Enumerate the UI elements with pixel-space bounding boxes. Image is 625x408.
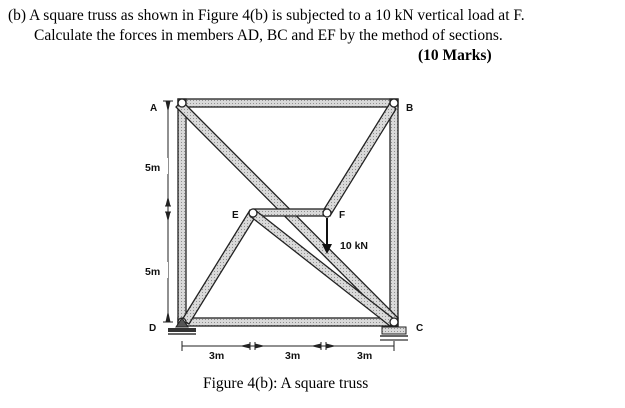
member-AD bbox=[178, 99, 186, 326]
horizontal-dim-3: 3m bbox=[357, 350, 373, 362]
member-BC bbox=[390, 99, 398, 326]
node-label-F: F bbox=[339, 210, 346, 221]
member-DC bbox=[178, 318, 398, 326]
member-DE bbox=[182, 210, 257, 324]
node-label-C: C bbox=[416, 323, 424, 334]
member-BF bbox=[323, 103, 396, 216]
node-label-E: E bbox=[232, 210, 239, 221]
roller-support-C bbox=[380, 327, 408, 340]
node-label-D: D bbox=[149, 323, 157, 334]
joint-B bbox=[390, 99, 398, 107]
internal-members bbox=[176, 101, 398, 326]
vertical-dim-upper: 5m bbox=[145, 162, 161, 174]
joint-F bbox=[323, 209, 331, 217]
horizontal-dim-2: 3m bbox=[285, 350, 301, 362]
vertical-dimension-line bbox=[163, 101, 173, 322]
horizontal-dim-1: 3m bbox=[209, 350, 225, 362]
vertical-dim-lower: 5m bbox=[145, 266, 161, 278]
joint-E bbox=[249, 209, 257, 217]
question-line-1: (b) A square truss as shown in Figure 4(b) is subjected to a 10 kN vertical load at F. bbox=[8, 7, 525, 24]
member-AB bbox=[178, 99, 398, 107]
figure-caption: Figure 4(b): A square truss bbox=[203, 375, 369, 392]
load-label: 10 kN bbox=[340, 240, 369, 252]
joint-C bbox=[390, 318, 398, 326]
marks-label: (10 Marks) bbox=[418, 47, 492, 64]
member-EC bbox=[250, 210, 395, 326]
member-EF bbox=[253, 209, 327, 216]
node-label-B: B bbox=[406, 103, 414, 114]
joint-A bbox=[178, 99, 186, 107]
question-line-2: Calculate the forces in members AD, BC and EF by the method of sections. bbox=[34, 27, 503, 44]
node-label-A: A bbox=[150, 103, 158, 114]
